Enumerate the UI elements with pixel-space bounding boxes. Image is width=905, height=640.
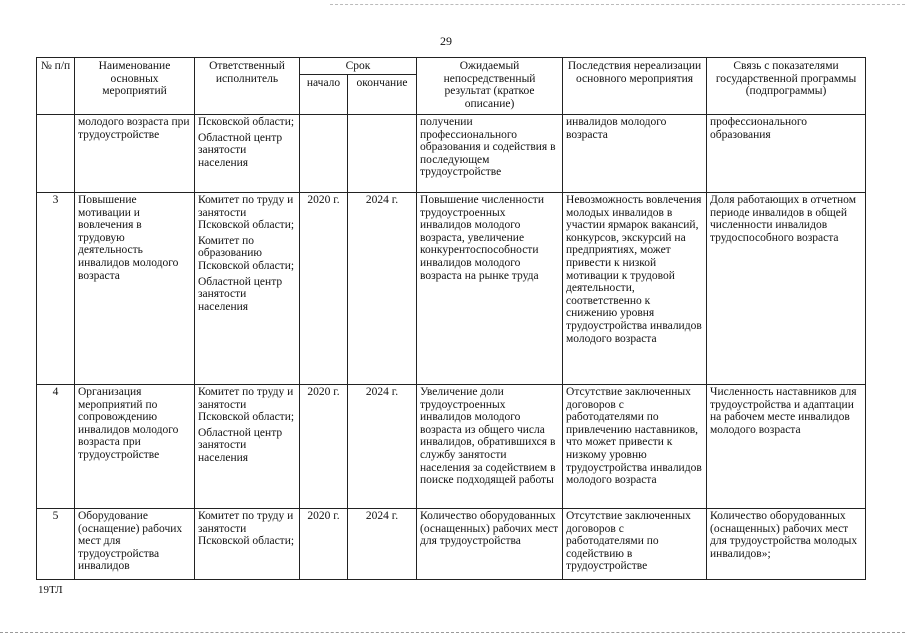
header-term: Срок bbox=[300, 58, 417, 75]
row-end bbox=[348, 115, 417, 193]
footer-code: 19ТЛ bbox=[38, 584, 63, 596]
row-num: 5 bbox=[37, 509, 75, 580]
table-row bbox=[37, 385, 866, 509]
row-responsible: Комитет по труду и занятости Псковской области; Комитет по образованию Псковской области; Областной центр занятости населения bbox=[195, 193, 300, 385]
row-name: Повышение мотивации и вовлечения в трудовую деятельность инвалидов молодого возраста bbox=[75, 193, 195, 385]
row-expected: Увеличение доли трудоустроенных инвалидов молодого возраста из общего числа инвалидов, обратившихся в службу занятости населения за содействием в поиске подходящей работы bbox=[417, 385, 563, 509]
row-name: молодого возраста при трудоустройстве bbox=[75, 115, 195, 193]
row-expected: получении профессионального образования и содействия в последующем трудоустройстве bbox=[417, 115, 563, 193]
row-start: 2020 г. bbox=[300, 385, 348, 509]
row-responsible: Псковской области; Областной центр занятости населения bbox=[195, 115, 300, 193]
row-responsible: Комитет по труду и занятости Псковской области; Областной центр занятости населения bbox=[195, 385, 300, 509]
row-num: 4 bbox=[37, 385, 75, 509]
row-link: Доля работающих в отчетном периоде инвалидов в общей численности инвалидов трудоспособного возраста bbox=[707, 193, 866, 385]
header-name: Наименование основных мероприятий bbox=[75, 58, 195, 115]
page-number: 29 bbox=[440, 34, 452, 48]
row-responsible: Комитет по труду и занятости Псковской области; bbox=[195, 509, 300, 580]
row-num: 3 bbox=[37, 193, 75, 385]
header-responsible: Ответственный исполнитель bbox=[195, 58, 300, 115]
row-consequences: Отсутствие заключенных договоров с работодателями по привлечению наставников, что может привести к низкому уровню трудоустройства инвалидов молодого возраста bbox=[563, 385, 707, 509]
header-start: начало bbox=[300, 75, 348, 115]
row-expected: Повышение численности трудоустроенных инвалидов молодого возраста, увеличение конкурентоспособности инвалидов молодого возраста на рынке труда bbox=[417, 193, 563, 385]
row-start bbox=[300, 115, 348, 193]
header-num: № п/п bbox=[37, 58, 75, 115]
row-start: 2020 г. bbox=[300, 193, 348, 385]
header-consequences: Последствия нереализации основного мероприятия bbox=[563, 58, 707, 115]
row-link: Численность наставников для трудоустройства и адаптации на рабочем месте инвалидов молодого возраста bbox=[707, 385, 866, 509]
row-consequences: Невозможность вовлечения молодых инвалидов в участии ярмарок вакансий, конкурсов, экскурсий на предприятиях, может привести к низкой мотивации к трудовой деятельности, соответственно к снижению уровня трудоустройства инвалидов молодого возраста bbox=[563, 193, 707, 385]
activities-table bbox=[36, 57, 866, 580]
row-consequences: инвалидов молодого возраста bbox=[563, 115, 707, 193]
row-consequences: Отсутствие заключенных договоров с работодателями по содействию в трудоустройстве bbox=[563, 509, 707, 580]
row-num bbox=[37, 115, 75, 193]
row-end: 2024 г. bbox=[348, 193, 417, 385]
row-link: Количество оборудованных (оснащенных) рабочих мест для трудоустройства молодых инвалидов»; bbox=[707, 509, 866, 580]
header-expected: Ожидаемый непосредственный результат (краткое описание) bbox=[417, 58, 563, 115]
header-link: Связь с показателями государственной программы (подпрограммы) bbox=[707, 58, 866, 115]
table-row bbox=[37, 193, 866, 385]
row-end: 2024 г. bbox=[348, 385, 417, 509]
row-name: Организация мероприятий по сопровождению инвалидов молодого возраста при трудоустройстве bbox=[75, 385, 195, 509]
header-end: окончание bbox=[348, 75, 417, 115]
table-row bbox=[37, 115, 866, 193]
row-name: Оборудование (оснащение) рабочих мест для трудоустройства инвалидов bbox=[75, 509, 195, 580]
row-link: профессионального образования bbox=[707, 115, 866, 193]
table-row bbox=[37, 509, 866, 580]
scan-bottom-edge bbox=[0, 632, 905, 633]
row-start: 2020 г. bbox=[300, 509, 348, 580]
row-end: 2024 г. bbox=[348, 509, 417, 580]
row-expected: Количество оборудованных (оснащенных) рабочих мест для трудоустройства bbox=[417, 509, 563, 580]
scan-top-edge bbox=[330, 4, 905, 5]
